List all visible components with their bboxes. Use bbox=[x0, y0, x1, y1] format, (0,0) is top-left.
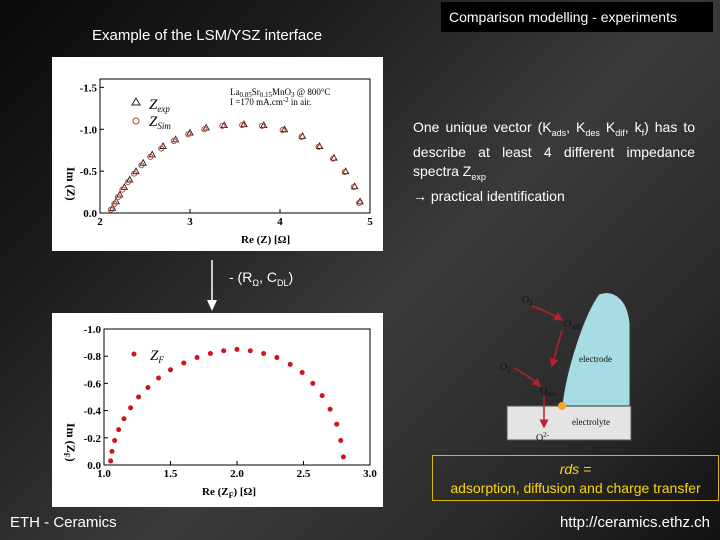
plot-top bbox=[52, 57, 383, 251]
label-o2-top: $O_2$ bbox=[522, 295, 533, 307]
label-o2-minus: $O^{2-}$ bbox=[536, 431, 550, 444]
legend-marker-exp bbox=[132, 98, 140, 105]
bottom-point bbox=[128, 405, 133, 410]
bottom-point bbox=[300, 370, 305, 375]
slide-title: Comparison modelling - experiments bbox=[449, 9, 677, 25]
bottom-point bbox=[112, 438, 117, 443]
bottom-point bbox=[168, 367, 173, 372]
bottom-y-tick-label: 0.0 bbox=[87, 460, 101, 472]
description-text: One unique vector ($K_{ads}$, $K_{des}$ $K_{dif}$, $k_f$) has to describe at least 4 different impedance spectra $Z_{exp}$ → practical identification bbox=[413, 119, 695, 204]
footer-right: http://ceramics.ethz.ch bbox=[559, 514, 710, 531]
bottom-x-tick-label: 1.5 bbox=[163, 468, 178, 480]
bottom-point bbox=[320, 393, 325, 398]
bottom-point bbox=[235, 347, 240, 352]
chart-annotation-line2: I =170 $mA.cm^{-2}$ in air. bbox=[230, 96, 312, 107]
bottom-point bbox=[145, 385, 150, 390]
y-axis-label-bottom: Im $(Z_F)$ bbox=[62, 423, 78, 462]
bottom-y-tick-label: -1.0 bbox=[83, 324, 101, 336]
y-axis-label-top: Im (Z) bbox=[64, 167, 78, 201]
bottom-x-tick-label: 1.0 bbox=[97, 468, 111, 480]
bottom-point bbox=[156, 375, 161, 380]
chart-annotation-line1: $La_{0.85}Sr_{0.15}MnO_3$ @ 800°C bbox=[230, 87, 331, 99]
top-point-exp bbox=[300, 133, 306, 139]
bottom-point bbox=[274, 355, 279, 360]
bottom-point bbox=[136, 395, 141, 400]
down-arrow bbox=[202, 258, 222, 314]
triple-phase-boundary bbox=[558, 402, 566, 410]
top-y-tick-label: -1.5 bbox=[79, 82, 97, 95]
bottom-point bbox=[109, 449, 114, 454]
bottom-point bbox=[221, 348, 226, 353]
rc-label: - ($R_\Omega$, $C_{DL}$) bbox=[229, 269, 294, 288]
top-y-tick-label: 0.0 bbox=[83, 208, 97, 220]
top-point-exp bbox=[331, 155, 337, 161]
label-electrolyte: electrolyte bbox=[572, 417, 610, 427]
bottom-point bbox=[181, 361, 186, 366]
arrow-right-icon: → bbox=[413, 187, 427, 204]
bottom-point bbox=[338, 438, 343, 443]
bottom-point bbox=[328, 407, 333, 412]
top-x-tick-label: 3 bbox=[187, 216, 193, 228]
arrow-adsorption-electrolyte bbox=[514, 368, 540, 386]
bottom-y-tick-label: -0.6 bbox=[83, 378, 101, 391]
arrow-adsorption bbox=[532, 306, 562, 320]
impedance-chart-top bbox=[52, 57, 383, 251]
top-point-exp bbox=[343, 168, 349, 174]
top-x-tick-label: 5 bbox=[367, 216, 373, 228]
top-y-tick-label: -1.0 bbox=[79, 124, 97, 137]
x-axis-label-bottom: Re $(Z_F)$ [Ω] bbox=[202, 486, 257, 500]
rds-box bbox=[432, 455, 719, 501]
bottom-point bbox=[208, 351, 213, 356]
bottom-point bbox=[248, 348, 253, 353]
bottom-point bbox=[310, 381, 315, 386]
legend-marker-sim bbox=[133, 118, 139, 124]
top-x-tick-label: 2 bbox=[97, 216, 103, 228]
bottom-x-tick-label: 2.5 bbox=[296, 468, 311, 480]
rds-description: adsorption, diffusion and charge transfer bbox=[450, 480, 701, 496]
bottom-point bbox=[334, 422, 339, 427]
legend-label-zf: $Z_F$ bbox=[150, 348, 164, 365]
bottom-point bbox=[116, 427, 121, 432]
plot-bottom bbox=[52, 313, 383, 507]
electrolyte-block bbox=[507, 406, 631, 440]
footer-left: ETH - Ceramics bbox=[10, 514, 117, 531]
bottom-x-tick-label: 2.0 bbox=[230, 468, 244, 480]
bottom-x-tick-label: 3.0 bbox=[363, 468, 377, 480]
top-x-tick-label: 4 bbox=[277, 216, 283, 228]
legend-marker-zf bbox=[132, 352, 137, 357]
bottom-point bbox=[195, 355, 200, 360]
label-o2-mid: $O_2$ bbox=[500, 362, 511, 374]
header-box bbox=[441, 2, 713, 32]
legend-bottom bbox=[132, 348, 165, 365]
label-oads-top: $O_{ads}$ bbox=[564, 319, 581, 331]
label-electrode: electrode bbox=[579, 354, 612, 364]
top-point-exp bbox=[352, 183, 358, 189]
bottom-point bbox=[261, 351, 266, 356]
bottom-point bbox=[341, 454, 346, 459]
electrode-shape bbox=[562, 293, 630, 406]
top-y-tick-label: -0.5 bbox=[79, 166, 97, 179]
bottom-y-tick-label: -0.2 bbox=[83, 432, 101, 445]
bottom-point bbox=[288, 362, 293, 367]
bottom-point bbox=[108, 458, 113, 463]
legend-label-sim: $Z_{Sim}$ bbox=[149, 114, 171, 131]
bottom-point bbox=[121, 416, 126, 421]
bottom-y-tick-label: -0.8 bbox=[83, 351, 101, 364]
mechanism-diagram bbox=[474, 284, 644, 450]
top-point-exp bbox=[317, 143, 323, 149]
legend-top bbox=[132, 97, 171, 131]
label-oads-mid: $O_{ads}$ bbox=[540, 386, 557, 398]
legend-label-exp: $Z_{exp}$ bbox=[149, 97, 170, 114]
arrow-surface-diffusion bbox=[552, 330, 562, 366]
example-label: Example of the LSM/YSZ interface bbox=[92, 27, 323, 44]
rds-label: rds = bbox=[559, 461, 592, 477]
bottom-y-tick-label: -0.4 bbox=[83, 405, 101, 418]
impedance-chart-bottom bbox=[52, 313, 383, 507]
x-axis-label-top: Re (Z) [Ω] bbox=[241, 234, 291, 246]
